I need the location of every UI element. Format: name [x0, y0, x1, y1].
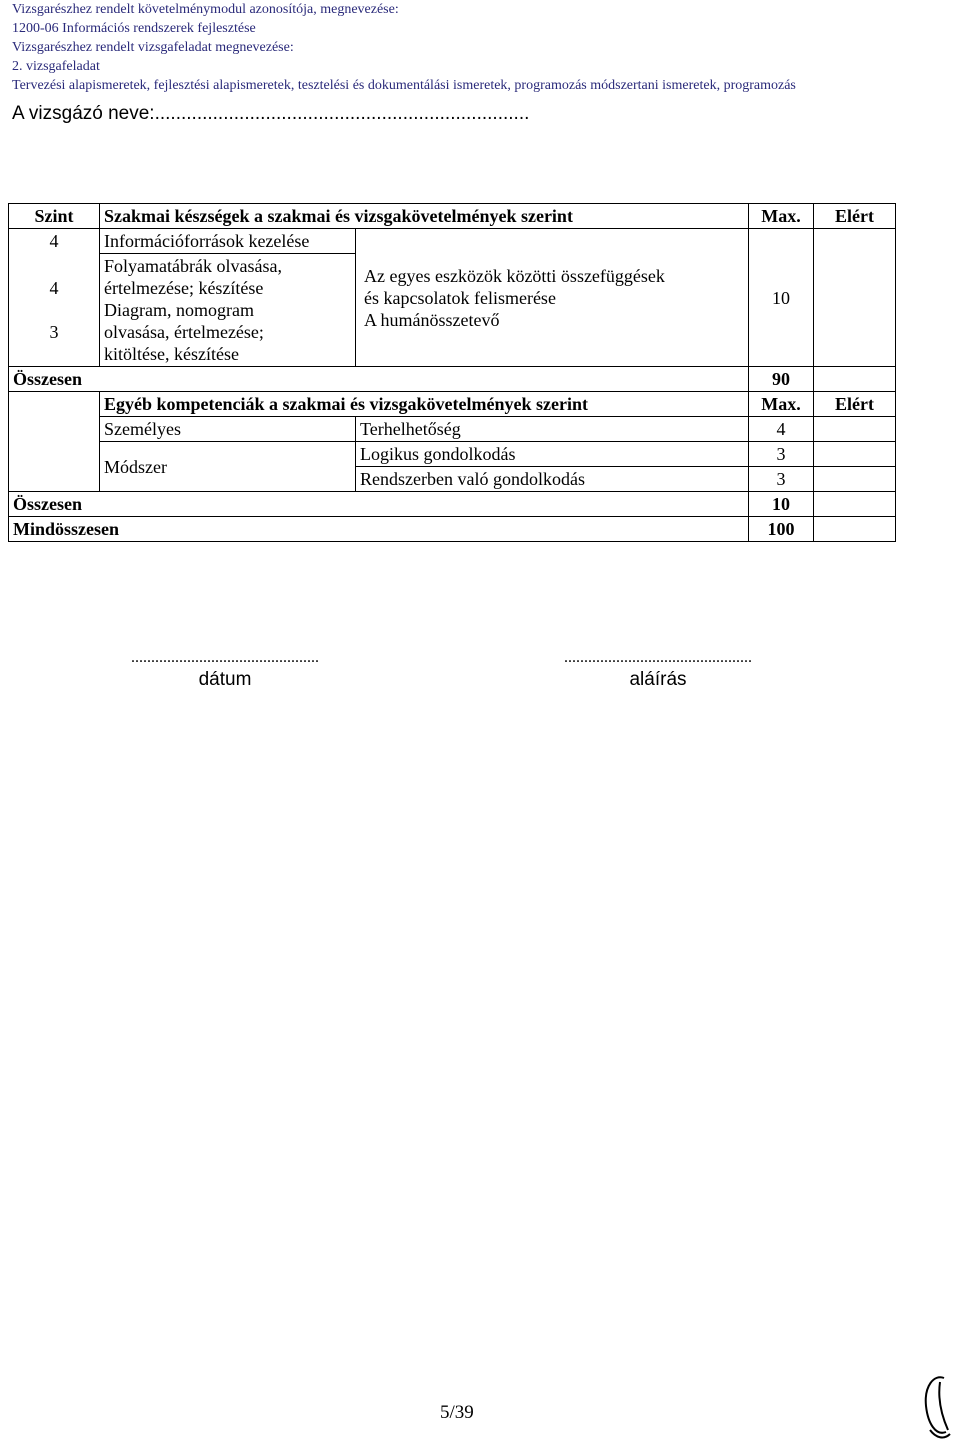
sum-value: 10: [749, 492, 814, 517]
empty-cell: [9, 442, 100, 492]
skill-line: kitöltése, készítése: [104, 344, 239, 364]
competency-item: Rendszerben való gondolkodás: [356, 467, 749, 492]
total-value: 100: [749, 517, 814, 542]
criteria-max: 10: [749, 229, 814, 367]
criteria-line: A humánösszetevő: [364, 309, 500, 330]
table-row-skill-1: [9, 229, 896, 254]
table-row-personal: [9, 417, 896, 442]
table-row-method-1: [9, 442, 896, 467]
handwritten-initial-icon: [918, 1372, 954, 1442]
document-header: [12, 0, 952, 95]
table-header-row-skills: [9, 204, 896, 229]
page-number: 5/39: [440, 1402, 474, 1423]
header-line-task-topics: Tervezési alapismeretek, fejlesztési alapismeretek, tesztelési és dokumentálási ismeretek, programozás módszertani ismeretek, programozás: [12, 78, 796, 93]
level-value: 4: [49, 277, 59, 298]
grading-table: [8, 203, 896, 542]
sum-label: Összesen: [9, 367, 749, 392]
table-row-sum-1: [9, 367, 896, 392]
signature-label: aláírás: [629, 669, 687, 690]
header-achieved: Elért: [814, 204, 896, 229]
header-level: Szint: [9, 204, 100, 229]
competency-max: 4: [749, 417, 814, 442]
competency-item: Logikus gondolkodás: [356, 442, 749, 467]
empty-cell: [9, 417, 100, 442]
competency-achieved[interactable]: [814, 442, 896, 467]
skill-cell: Információforrások kezelése: [100, 229, 356, 254]
sum-value: 90: [749, 367, 814, 392]
table-header-row-competencies: [9, 392, 896, 417]
signature-block: [508, 649, 808, 691]
table-row-total: [9, 517, 896, 542]
level-cell: 4: [9, 229, 100, 254]
competency-max: 3: [749, 442, 814, 467]
competency-max: 3: [749, 467, 814, 492]
header-empty: [9, 392, 100, 417]
sum-achieved[interactable]: [814, 367, 896, 392]
skill-cell-stack: [100, 254, 356, 367]
sum-achieved[interactable]: [814, 492, 896, 517]
criteria-cell: [356, 229, 749, 367]
header-max: Max.: [749, 204, 814, 229]
competency-category: Módszer: [100, 442, 356, 492]
total-label: Mindösszesen: [9, 517, 749, 542]
sum-label: Összesen: [9, 492, 749, 517]
criteria-line: és kapcsolatok felismerése: [364, 287, 556, 308]
header-line-task: Vizsgarészhez rendelt vizsgafeladat megnevezése:: [12, 40, 294, 55]
candidate-name-field[interactable]: A vizsgázó neve:.......................................................................: [12, 103, 530, 124]
competency-achieved[interactable]: [814, 467, 896, 492]
total-achieved[interactable]: [814, 517, 896, 542]
competency-achieved[interactable]: [814, 417, 896, 442]
header-achieved: Elért: [814, 392, 896, 417]
skill-line: olvasása, értelmezése;: [104, 322, 264, 342]
header-line-module: Vizsgarészhez rendelt követelménymodul azonosítója, megnevezése:: [12, 2, 399, 17]
skill-line: értelmezése; készítése: [104, 278, 264, 298]
signature-dotted-line[interactable]: ...............................................: [564, 649, 752, 666]
criteria-line: Az egyes eszközök közötti összefüggések: [364, 265, 665, 286]
header-skills: Szakmai készségek a szakmai és vizsgakövetelmények szerint: [100, 204, 749, 229]
date-signature-block: [75, 649, 375, 691]
date-label: dátum: [198, 669, 252, 690]
skill-line: Diagram, nomogram: [104, 300, 254, 320]
competency-category: Személyes: [100, 417, 356, 442]
level-cell-stack: [9, 254, 100, 367]
table-row-sum-2: [9, 492, 896, 517]
header-line-module-name: 1200-06 Információs rendszerek fejlesztése: [12, 21, 256, 36]
level-value: 3: [49, 321, 59, 342]
competency-item: Terhelhetőség: [356, 417, 749, 442]
header-competencies: Egyéb kompetenciák a szakmai és vizsgakövetelmények szerint: [100, 392, 749, 417]
header-max: Max.: [749, 392, 814, 417]
date-dotted-line[interactable]: ...............................................: [131, 649, 319, 666]
header-line-task-number: 2. vizsgafeladat: [12, 59, 100, 74]
skill-line: Folyamatábrák olvasása,: [104, 256, 282, 276]
criteria-achieved[interactable]: [814, 229, 896, 367]
